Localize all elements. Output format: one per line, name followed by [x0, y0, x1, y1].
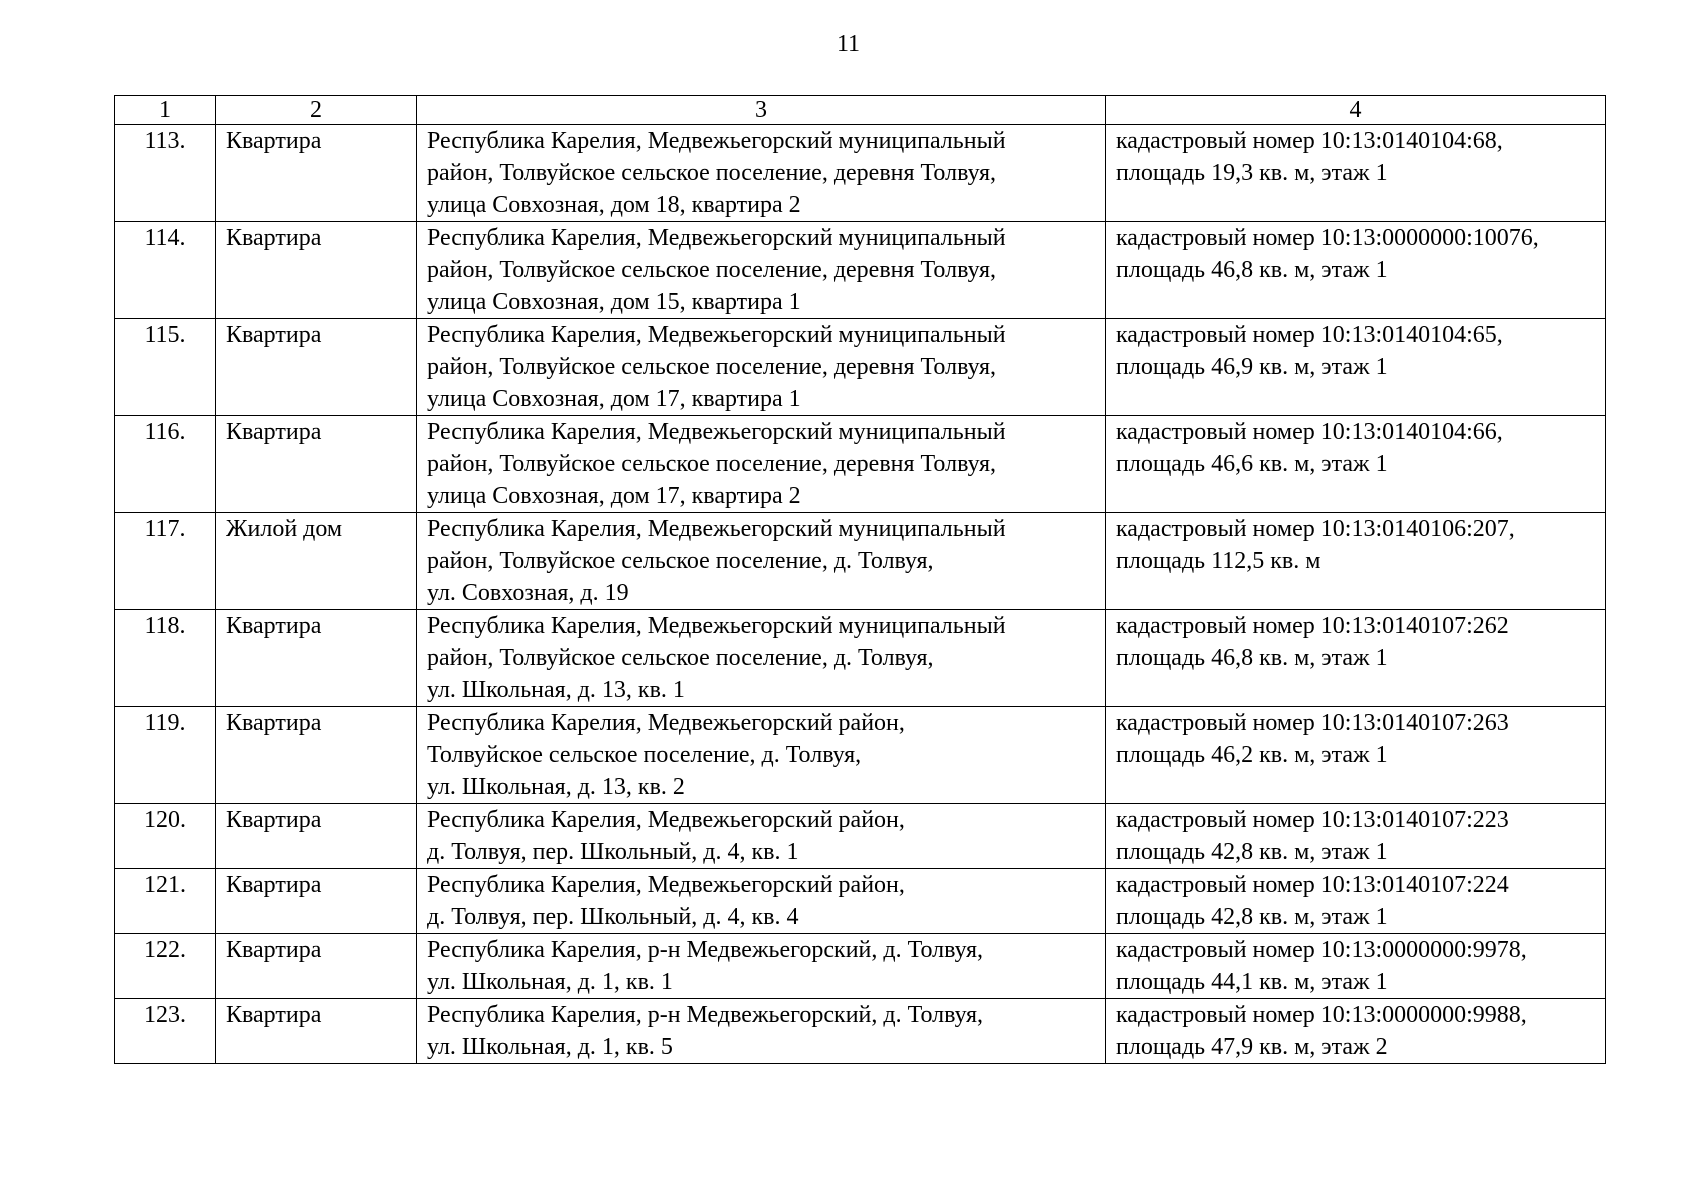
row-number: 121. [115, 869, 216, 934]
object-type: Квартира [216, 319, 417, 416]
object-type: Квартира [216, 804, 417, 869]
object-details: кадастровый номер 10:13:0140104:68, площадь 19,3 кв. м, этаж 1 [1106, 125, 1606, 222]
object-address: Республика Карелия, Медвежьегорский муниципальный район, Толвуйское сельское поселение, д. Толвуя, ул. Школьная, д. 13, кв. 1 [417, 610, 1106, 707]
object-type: Квартира [216, 416, 417, 513]
property-table [114, 95, 1606, 1064]
column-number-row [115, 96, 1606, 125]
object-details: кадастровый номер 10:13:0140107:262 площадь 46,8 кв. м, этаж 1 [1106, 610, 1606, 707]
object-type: Квартира [216, 707, 417, 804]
column-number-4: 4 [1106, 96, 1606, 125]
object-details: кадастровый номер 10:13:0140104:65, площадь 46,9 кв. м, этаж 1 [1106, 319, 1606, 416]
object-details: кадастровый номер 10:13:0140107:263 площадь 46,2 кв. м, этаж 1 [1106, 707, 1606, 804]
object-address: Республика Карелия, Медвежьегорский муниципальный район, Толвуйское сельское поселение, д. Толвуя, ул. Совхозная, д. 19 [417, 513, 1106, 610]
object-details: кадастровый номер 10:13:0000000:9988, площадь 47,9 кв. м, этаж 2 [1106, 999, 1606, 1064]
object-type: Квартира [216, 610, 417, 707]
property-table-body [115, 96, 1606, 1064]
object-details: кадастровый номер 10:13:0140107:223 площадь 42,8 кв. м, этаж 1 [1106, 804, 1606, 869]
object-address: Республика Карелия, Медвежьегорский муниципальный район, Толвуйское сельское поселение, деревня Толвуя, улица Совхозная, дом 18, квартира 2 [417, 125, 1106, 222]
object-details: кадастровый номер 10:13:0140106:207, площадь 112,5 кв. м [1106, 513, 1606, 610]
column-number-1: 1 [115, 96, 216, 125]
row-number: 120. [115, 804, 216, 869]
object-type: Квартира [216, 222, 417, 319]
object-address: Республика Карелия, Медвежьегорский район, д. Толвуя, пер. Школьный, д. 4, кв. 4 [417, 869, 1106, 934]
object-type: Квартира [216, 125, 417, 222]
object-details: кадастровый номер 10:13:0140104:66, площадь 46,6 кв. м, этаж 1 [1106, 416, 1606, 513]
row-number: 117. [115, 513, 216, 610]
column-number-2: 2 [216, 96, 417, 125]
object-address: Республика Карелия, Медвежьегорский муниципальный район, Толвуйское сельское поселение, деревня Толвуя, улица Совхозная, дом 17, квартира 1 [417, 319, 1106, 416]
table-row [115, 222, 1606, 319]
object-address: Республика Карелия, р-н Медвежьегорский, д. Толвуя, ул. Школьная, д. 1, кв. 5 [417, 999, 1106, 1064]
object-address: Республика Карелия, Медвежьегорский район, Толвуйское сельское поселение, д. Толвуя, ул. Школьная, д. 13, кв. 2 [417, 707, 1106, 804]
table-row [115, 610, 1606, 707]
row-number: 113. [115, 125, 216, 222]
row-number: 118. [115, 610, 216, 707]
table-row [115, 934, 1606, 999]
object-type: Жилой дом [216, 513, 417, 610]
table-row [115, 513, 1606, 610]
row-number: 122. [115, 934, 216, 999]
table-row [115, 804, 1606, 869]
object-details: кадастровый номер 10:13:0140107:224 площадь 42,8 кв. м, этаж 1 [1106, 869, 1606, 934]
column-number-3: 3 [417, 96, 1106, 125]
table-row [115, 416, 1606, 513]
object-type: Квартира [216, 999, 417, 1064]
object-address: Республика Карелия, Медвежьегорский муниципальный район, Толвуйское сельское поселение, деревня Толвуя, улица Совхозная, дом 17, квартира 2 [417, 416, 1106, 513]
table-row [115, 869, 1606, 934]
object-type: Квартира [216, 934, 417, 999]
table-row [115, 125, 1606, 222]
object-address: Республика Карелия, Медвежьегорский район, д. Толвуя, пер. Школьный, д. 4, кв. 1 [417, 804, 1106, 869]
table-row [115, 999, 1606, 1064]
object-address: Республика Карелия, р-н Медвежьегорский, д. Толвуя, ул. Школьная, д. 1, кв. 1 [417, 934, 1106, 999]
row-number: 114. [115, 222, 216, 319]
object-type: Квартира [216, 869, 417, 934]
object-address: Республика Карелия, Медвежьегорский муниципальный район, Толвуйское сельское поселение, деревня Толвуя, улица Совхозная, дом 15, квартира 1 [417, 222, 1106, 319]
row-number: 115. [115, 319, 216, 416]
object-details: кадастровый номер 10:13:0000000:9978, площадь 44,1 кв. м, этаж 1 [1106, 934, 1606, 999]
table-row [115, 319, 1606, 416]
row-number: 119. [115, 707, 216, 804]
object-details: кадастровый номер 10:13:0000000:10076, площадь 46,8 кв. м, этаж 1 [1106, 222, 1606, 319]
page-number: 11 [836, 31, 861, 57]
row-number: 123. [115, 999, 216, 1064]
row-number: 116. [115, 416, 216, 513]
table-row [115, 707, 1606, 804]
